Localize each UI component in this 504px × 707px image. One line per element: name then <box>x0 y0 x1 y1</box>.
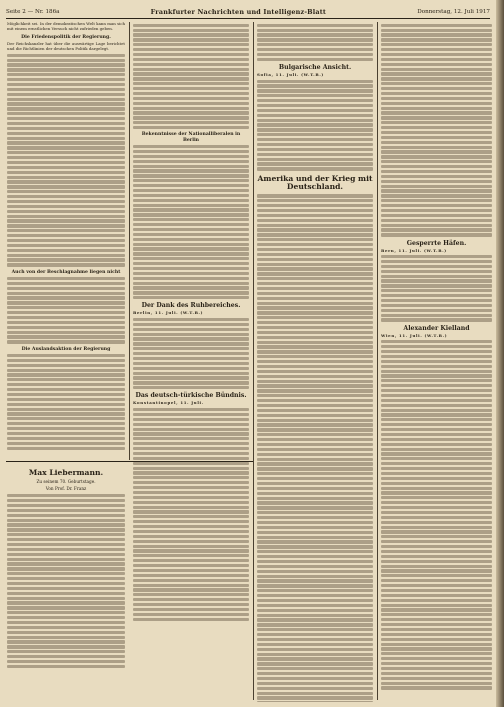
col3-text-block-2 <box>257 80 373 171</box>
feature-liebermann <box>7 465 125 700</box>
col1-heading-2: Auch von der Beschlagnahme liegen nicht <box>11 269 121 275</box>
feature-text-block <box>7 494 125 668</box>
column-rule <box>253 22 254 700</box>
page-header <box>6 6 490 19</box>
col1-text-block-3 <box>7 354 125 450</box>
col4-text-block-3 <box>381 340 492 689</box>
col3-heading-1: Bulgarische Ansicht. <box>278 64 352 71</box>
column-3 <box>257 22 373 702</box>
col3-text-block-3 <box>257 194 373 702</box>
col2-heading-3: Das deutsch-türkische Bündnis. <box>135 392 247 400</box>
header-date: Donnerstag, 12. Juli 1917 <box>417 9 490 15</box>
col4-text-block-1 <box>381 24 492 237</box>
col2-heading-2: Der Dank des Ruhbereiches. <box>141 302 241 310</box>
feature-subtitle: Zu seinem 70. Geburtstage. <box>36 479 96 485</box>
col2-text-block-1 <box>133 24 249 130</box>
header-masthead: Frankfurter Nachrichten und Intelligenz-Blatt <box>150 8 327 16</box>
column-4 <box>381 22 492 702</box>
col1-text-1: Der Reichskanzler hat über die auswärtige Lage berichtet und die Richtlinien der deutschen Politik dargelegt. <box>7 41 125 52</box>
col1-heading-3: Die Auslandsaktion der Regierung <box>21 346 111 352</box>
book-binding-edge <box>496 0 504 707</box>
col2-text-block-4 <box>133 408 249 621</box>
col3-text-block-1 <box>257 24 373 61</box>
col1-text-block-1 <box>7 54 125 267</box>
col2-dateline-2: Konstantinopel, 11. Juli. <box>133 400 204 406</box>
col2-dateline-1: Berlin, 11. Juli. (W.T.B.) <box>133 310 204 316</box>
col2-heading-1: Bekenntnisse der Nationalliberalen in Berlin <box>141 132 241 143</box>
col4-dateline-1: Bern, 11. Juli. (W.T.B.) <box>381 247 447 253</box>
col4-heading-2: Alexander Kielland <box>403 324 470 332</box>
header-page-number: Seite 2 — Nr. 186a <box>6 9 60 15</box>
col4-heading-1: Gesperrte Häfen. <box>406 239 467 247</box>
col3-dateline-1: Sofia, 11. Juli. (W.T.B.) <box>257 72 324 77</box>
column-rule <box>377 22 378 700</box>
col4-dateline-2: Wien, 11. Juli. (W.T.B.) <box>381 332 448 338</box>
column-rule <box>129 22 130 460</box>
feature-title: Max Liebermann. <box>28 468 104 477</box>
col1-intro-text: Möglichkeit sei. In der demokratischen Welt kann man sich mit einem ernstlichen Versuch nicht zufrieden geben. <box>7 22 125 31</box>
col1-text-block-2 <box>7 277 125 344</box>
feature-byline: Von Prof. Dr. Franz <box>45 486 87 492</box>
col4-text-block-2 <box>381 255 492 322</box>
col3-heading-2: Amerika und der Krieg mit Deutschland. <box>257 173 373 191</box>
col1-heading-1: Die Friedenspolitik der Regierung. <box>21 34 111 40</box>
column-2 <box>133 22 249 702</box>
col2-text-block-2 <box>133 145 249 299</box>
col2-text-block-3 <box>133 318 249 389</box>
